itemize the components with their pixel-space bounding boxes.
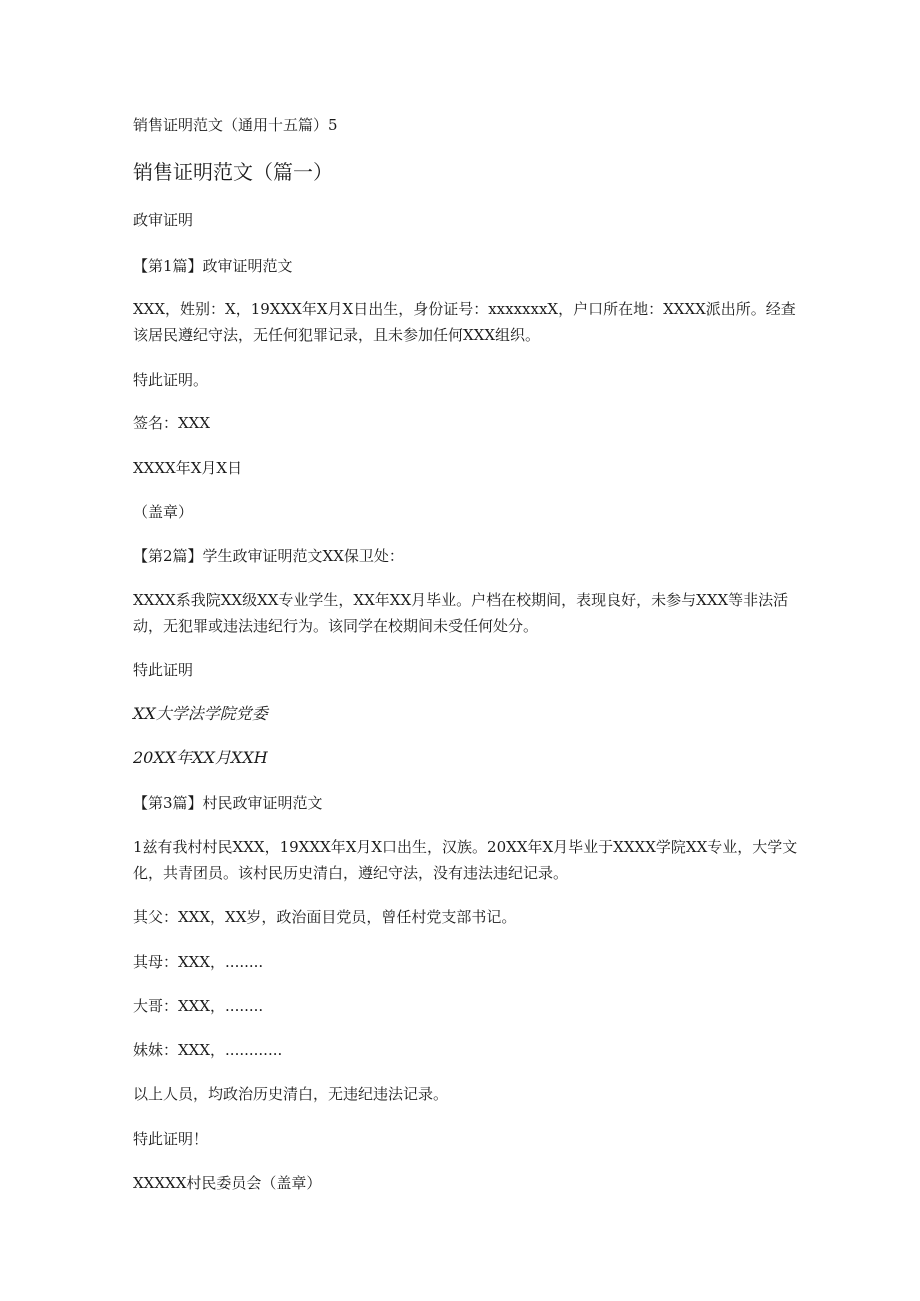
section2-title: 【第2篇】学生政审证明范文XX保卫处： xyxy=(133,547,404,565)
section1-closing: 特此证明。 xyxy=(133,371,209,389)
section2-body xyxy=(133,587,788,639)
section1-seal: （盖章） xyxy=(133,503,194,521)
section3-body-line2: 化，共青团员。该村民历史清白，遵纪守法，没有违法违纪记录。 xyxy=(133,864,569,882)
section-heading: 销售证明范文（篇一） xyxy=(133,160,333,184)
document-title: 销售证明范文（通用十五篇）5 xyxy=(133,116,338,134)
section2-body-line1: XXXX系我院XX级XX专业学生，XX年XX月毕业。户档在校期间，表现良好，未参与XXX等非法活 xyxy=(133,591,789,609)
section3-sister: 妹妹：XXX，............ xyxy=(133,1041,283,1059)
section1-signature: 签名：XXX xyxy=(133,414,211,432)
section1-date: XXXX年X月X日 xyxy=(133,459,243,477)
section3-mother: 其母：XXX，........ xyxy=(133,953,264,971)
section2-date: 20XX年XX月XXH xyxy=(133,748,268,767)
section3-body xyxy=(133,834,798,886)
section2-issuer: XX大学法学院党委 xyxy=(133,704,268,723)
section3-brother: 大哥：XXX，........ xyxy=(133,997,264,1015)
section3-body-line1: 1兹有我村村民XXX，19XXX年X月X口出生，汉族。20XX年X月毕业于XXXX学院XX专业，大学文 xyxy=(133,838,798,856)
section2-closing: 特此证明 xyxy=(133,661,194,679)
section3-summary: 以上人员，均政治历史清白，无违纪违法记录。 xyxy=(133,1085,449,1103)
section3-closing: 特此证明！ xyxy=(133,1130,209,1148)
section3-father: 其父：XXX，XX岁，政治面目党员，曾任村党支部书记。 xyxy=(133,908,517,926)
section1-body xyxy=(133,296,796,348)
section3-title: 【第3篇】村民政审证明范文 xyxy=(133,794,323,812)
section2-body-line2: 动，无犯罪或违法违纪行为。该同学在校期间未受任何处分。 xyxy=(133,617,539,635)
subtitle: 政审证明 xyxy=(133,211,194,229)
section1-body-line1: XXX，姓别：X，19XXX年X月X日出生，身份证号：xxxxxxxX，户口所在地：XXXX派出所。经查 xyxy=(133,300,796,318)
section1-body-line2: 该居民遵纪守法，无任何犯罪记录，且未参加任何XXX组织。 xyxy=(133,326,541,344)
section3-issuer: XXXXX村民委员会（盖章） xyxy=(133,1174,322,1192)
section1-title: 【第1篇】政审证明范文 xyxy=(133,257,293,275)
